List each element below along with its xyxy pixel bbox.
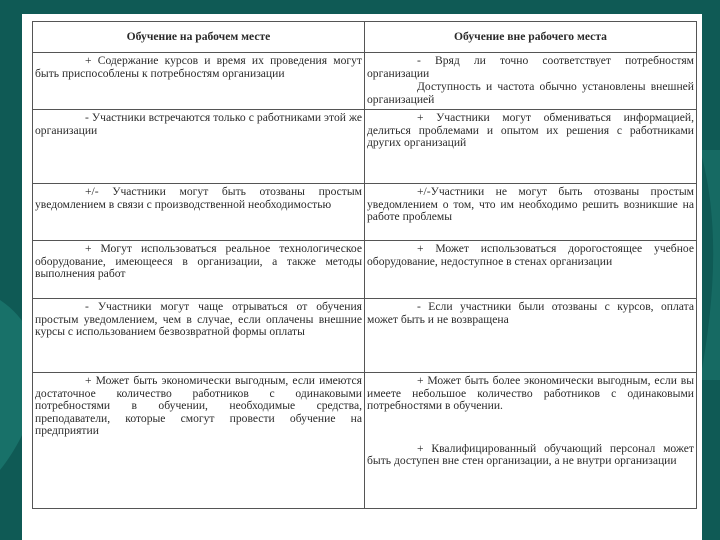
table-row — [33, 373, 697, 509]
table-header-row — [33, 22, 697, 53]
cell-text: - Участники встречаются только с работниками этой же организации — [35, 111, 362, 137]
cell-left — [33, 241, 365, 299]
cell-right — [365, 241, 697, 299]
cell-right — [365, 53, 697, 110]
cell-text: - Вряд ли точно соответствует потребностям организации — [367, 54, 694, 80]
header-on-the-job: Обучение на рабочем месте — [33, 22, 365, 53]
cell-text: + Содержание курсов и время их проведения могут быть приспособлены к потребностям организации — [35, 54, 362, 80]
cell-right — [365, 373, 697, 509]
cell-left — [33, 299, 365, 373]
cell-text: Доступность и частота обычно установлены внешней организацией — [367, 80, 694, 106]
comparison-sheet — [22, 14, 702, 540]
cell-text: + Может быть экономически выгодным, если имеются достаточное количество работников с одинаковыми потребностями в обучении, необходимые средства, преподаватели, которые смогут провести обучение на предприятии — [35, 374, 362, 437]
cell-text: + Может использоваться дорогостоящее учебное оборудование, недоступное в стенах организации — [367, 242, 694, 268]
table-row — [33, 299, 697, 373]
cell-text: + Участники могут обмениваться информацией, делиться проблемами и опытом их решения с работниками других организаций — [367, 111, 694, 149]
cell-text: +/- Участники могут быть отозваны простым уведомлением в связи с производственной необходимостью — [35, 185, 362, 211]
table-row — [33, 53, 697, 110]
cell-text: + Могут использоваться реальное технологическое оборудование, имеющееся в организации, а также методы выполнения работ — [35, 242, 362, 280]
cell-text: - Если участники были отозваны с курсов, оплата может быть и не возвращена — [367, 300, 694, 326]
cell-right — [365, 299, 697, 373]
header-off-the-job: Обучение вне рабочего места — [365, 22, 697, 53]
table-row — [33, 110, 697, 184]
cell-left — [33, 110, 365, 184]
table-row — [33, 241, 697, 299]
comparison-table — [32, 21, 697, 509]
cell-left — [33, 184, 365, 241]
cell-left — [33, 373, 365, 509]
cell-spacer — [367, 413, 694, 443]
cell-text: + Может быть более экономически выгодным, если вы имеете небольшое количество работников с одинаковыми потребностями в обучении. — [367, 374, 694, 412]
cell-right — [365, 184, 697, 241]
cell-text: + Квалифицированный обучающий персонал может быть доступен вне стен организации, а не внутри организации — [367, 441, 694, 467]
cell-text: - Участники могут чаще отрываться от обучения простым уведомлением, чем в случае, если оплачены внешние курсы с использованием безвозвратной формы оплаты — [35, 300, 362, 338]
cell-left — [33, 53, 365, 110]
table-row — [33, 184, 697, 241]
cell-right — [365, 110, 697, 184]
cell-text: +/-Участники не могут быть отозваны простым уведомлением о том, что им необходимо решить возникшие на работе проблемы — [367, 185, 694, 223]
